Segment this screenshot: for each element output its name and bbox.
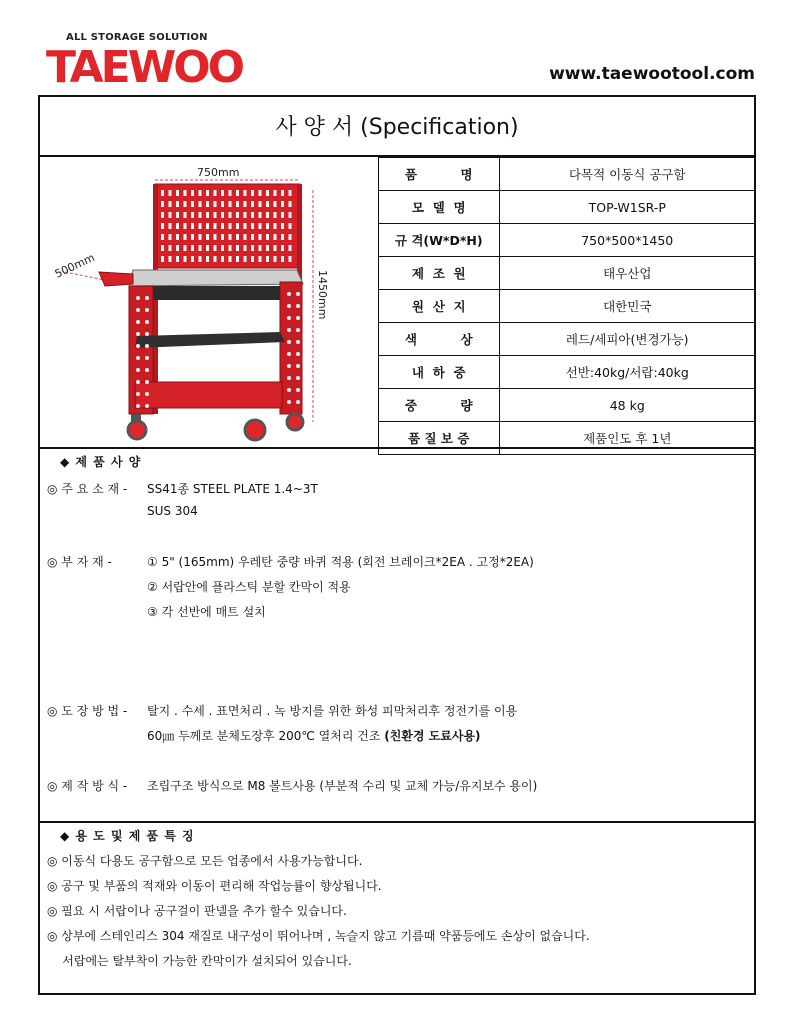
parts-label: ◎ 부 자 재 -	[47, 555, 112, 569]
pegboard-slot	[169, 212, 172, 218]
pegboard-slot	[214, 223, 217, 229]
spec-value: 태우산업	[499, 257, 756, 290]
pegboard-slot	[191, 223, 194, 229]
spec-label: 제 조 원	[379, 257, 500, 290]
pegboard-slot	[191, 245, 194, 251]
pegboard-slot	[214, 256, 217, 262]
pegboard-slot	[176, 201, 179, 207]
spec-label: 원 산 지	[379, 290, 500, 323]
panel-hole	[136, 344, 140, 348]
spec-row	[379, 158, 756, 191]
spec-value: 750*500*1450	[499, 224, 756, 257]
pegboard-slot	[161, 190, 164, 196]
pegboard-slot	[214, 245, 217, 251]
pegboard-slot	[289, 212, 292, 218]
svg-text:TAEWOO: TAEWOO	[46, 42, 243, 88]
panel-hole	[145, 368, 149, 372]
feature-item: ◎ 공구 및 부품의 적재와 이동이 편리해 작업능률이 향상됩니다.	[47, 879, 382, 893]
pegboard-slot	[161, 245, 164, 251]
pegboard-slot	[199, 223, 202, 229]
pegboard-slot	[251, 245, 254, 251]
pegboard-slot	[244, 234, 247, 240]
pegboard-slot	[274, 223, 277, 229]
spec-label: 중 량	[379, 389, 500, 422]
spec-value: 레드/세피아(변경가능)	[499, 323, 756, 356]
page-title: 사 양 서 (Specification)	[38, 95, 756, 157]
pegboard-slot	[191, 190, 194, 196]
make-row	[47, 777, 537, 794]
pegboard-slot	[244, 256, 247, 262]
pegboard-slot	[161, 212, 164, 218]
paint-label: ◎ 도 장 방 법 -	[47, 704, 128, 718]
width-dimension-label: 750mm	[197, 166, 240, 179]
pegboard-slot	[229, 223, 232, 229]
make-label: ◎ 제 작 방 식 -	[47, 779, 128, 793]
panel-hole	[145, 308, 149, 312]
feature-item: 서랍에는 탈부착이 가능한 칸막이가 설치되어 있습니다.	[47, 954, 352, 968]
panel-hole	[136, 320, 140, 324]
spec-value: TOP-W1SR-P	[499, 191, 756, 224]
pegboard-slot	[244, 190, 247, 196]
pegboard-slot	[199, 212, 202, 218]
pegboard-slot	[206, 201, 209, 207]
paint-1: 탈지 . 수세 . 표면처리 . 녹 방지를 위한 화성 피막처리후 정전기를 이용	[147, 704, 518, 718]
panel-hole	[136, 380, 140, 384]
spec-label: 규 격(W*D*H)	[379, 224, 500, 257]
pegboard-slot	[289, 256, 292, 262]
pegboard-slot	[229, 245, 232, 251]
parts-3: ③ 각 선반에 매트 설치	[147, 605, 266, 619]
spec-label: 내 하 중	[379, 356, 500, 389]
panel-hole	[287, 304, 291, 308]
pegboard-slot	[274, 190, 277, 196]
pegboard-slot	[266, 245, 269, 251]
panel-hole	[296, 340, 300, 344]
pegboard-slot	[184, 245, 187, 251]
panel-hole	[287, 376, 291, 380]
pegboard-slot	[161, 201, 164, 207]
material-2: SUS 304	[147, 504, 198, 518]
spec-label: 품 질 보 증	[379, 422, 500, 455]
panel-hole	[136, 296, 140, 300]
spec-row	[379, 290, 756, 323]
pegboard-slot	[289, 201, 292, 207]
pegboard-slot	[251, 201, 254, 207]
pegboard-slot	[266, 223, 269, 229]
pegboard-slot	[289, 245, 292, 251]
pegboard-slot	[274, 256, 277, 262]
spec-label: 색 상	[379, 323, 500, 356]
pegboard-slot	[206, 212, 209, 218]
material-1: SS41종 STEEL PLATE 1.4~3T	[147, 482, 318, 496]
pegboard-slot	[251, 212, 254, 218]
pegboard-slot	[236, 223, 239, 229]
website-url[interactable]: www.taewootool.com	[549, 64, 755, 84]
pegboard-slot	[184, 201, 187, 207]
panel-hole	[287, 340, 291, 344]
spec-row	[379, 224, 756, 257]
pegboard-slot	[214, 201, 217, 207]
pegboard-slot	[221, 245, 224, 251]
paint-2	[147, 727, 481, 744]
material-row	[47, 480, 318, 497]
pegboard-slot	[266, 234, 269, 240]
pegboard-slot	[251, 234, 254, 240]
pegboard-slot	[206, 234, 209, 240]
pegboard-slot	[206, 256, 209, 262]
pegboard-slot	[191, 201, 194, 207]
panel-hole	[136, 356, 140, 360]
pegboard-slot	[176, 223, 179, 229]
pegboard-slot	[221, 190, 224, 196]
pegboard-slot	[199, 245, 202, 251]
spec-row	[379, 389, 756, 422]
pegboard-slot	[176, 212, 179, 218]
panel-hole	[145, 380, 149, 384]
spec-label: 품 명	[379, 158, 500, 191]
pegboard-slot	[229, 256, 232, 262]
product-image	[45, 160, 375, 446]
pegboard-slot	[259, 223, 262, 229]
panel-hole	[296, 400, 300, 404]
spec-row	[379, 422, 756, 455]
taewoo-logo	[44, 42, 244, 88]
pegboard-slot	[199, 201, 202, 207]
pegboard-slot	[229, 234, 232, 240]
panel-hole	[136, 368, 140, 372]
pegboard-slot	[214, 190, 217, 196]
pegboard-slot	[281, 223, 284, 229]
parts-1: ① 5" (165mm) 우레탄 중량 바퀴 적용 (회전 브레이크*2EA . 고정*2EA)	[147, 555, 534, 569]
panel-hole	[145, 296, 149, 300]
paint-row	[47, 702, 517, 719]
divider	[38, 447, 756, 449]
pegboard-slot	[266, 190, 269, 196]
pegboard-slot	[184, 223, 187, 229]
panel-hole	[287, 400, 291, 404]
spec-value: 선반:40kg/서랍:40kg	[499, 356, 756, 389]
pegboard-slot	[266, 256, 269, 262]
panel-hole	[145, 356, 149, 360]
spec-value: 다목적 이동식 공구함	[499, 158, 756, 191]
pegboard-slot	[229, 190, 232, 196]
panel-hole	[296, 328, 300, 332]
panel-hole	[145, 404, 149, 408]
pegboard-slot	[259, 245, 262, 251]
pegboard-slot	[236, 201, 239, 207]
pegboard-slot	[206, 223, 209, 229]
pegboard-slot	[289, 190, 292, 196]
pegboard-slot	[236, 234, 239, 240]
pegboard-slot	[251, 190, 254, 196]
pegboard-slot	[259, 212, 262, 218]
spec-table	[378, 157, 756, 455]
pegboard-slot	[191, 256, 194, 262]
pegboard-slot	[236, 245, 239, 251]
panel-hole	[296, 364, 300, 368]
pegboard-slot	[206, 190, 209, 196]
panel-hole	[287, 364, 291, 368]
pegboard-slot	[266, 201, 269, 207]
pegboard-slot	[244, 201, 247, 207]
pegboard-slot	[274, 234, 277, 240]
pegboard-slot	[169, 201, 172, 207]
spec-row	[379, 191, 756, 224]
pegboard-slot	[199, 190, 202, 196]
panel-hole	[296, 388, 300, 392]
pegboard-slot	[244, 212, 247, 218]
pegboard-slot	[161, 223, 164, 229]
pegboard-slot	[281, 212, 284, 218]
pegboard-slot	[244, 245, 247, 251]
pegboard-slot	[236, 212, 239, 218]
pegboard-slot	[169, 256, 172, 262]
panel-hole	[136, 404, 140, 408]
spec-row	[379, 257, 756, 290]
panel-hole	[145, 344, 149, 348]
material-label: ◎ 주 요 소 재 -	[47, 482, 128, 496]
panel-hole	[296, 352, 300, 356]
pegboard-slot	[289, 234, 292, 240]
pegboard-slot	[229, 201, 232, 207]
pegboard-slot	[281, 256, 284, 262]
pegboard-slot	[259, 234, 262, 240]
pegboard-slot	[266, 212, 269, 218]
paint-2a: 60㎛ 두께로 분체도장후 200℃ 열처리 건조	[147, 729, 385, 743]
pegboard-slot	[161, 256, 164, 262]
parts-2: ② 서랍안에 플라스틱 분할 칸막이 적용	[147, 580, 351, 594]
spec-row	[379, 356, 756, 389]
pegboard-slot	[176, 234, 179, 240]
pegboard-slot	[236, 256, 239, 262]
make-1: 조립구조 방식으로 M8 볼트사용 (부분적 수리 및 교체 가능/유지보수 용이)	[147, 779, 538, 793]
feature-item: ◎ 상부에 스테인리스 304 재질로 내구성이 뛰어나며 , 녹슬지 않고 기름때 약품등에도 손상이 없습니다.	[47, 929, 590, 943]
panel-hole	[296, 316, 300, 320]
feature-item: ◎ 이동식 다용도 공구함으로 모든 업종에서 사용가능합니다.	[47, 854, 363, 868]
panel-hole	[145, 320, 149, 324]
panel-hole	[145, 332, 149, 336]
pegboard-slot	[281, 190, 284, 196]
pegboard-slot	[169, 234, 172, 240]
spec-row	[379, 323, 756, 356]
pegboard-slot	[259, 201, 262, 207]
brand-tagline: ALL STORAGE SOLUTION	[66, 32, 208, 43]
paint-2b: (친환경 도료사용)	[384, 729, 481, 743]
pegboard-slot	[236, 190, 239, 196]
panel-hole	[136, 332, 140, 336]
pegboard-slot	[161, 234, 164, 240]
height-dimension-label: 1450mm	[316, 270, 329, 320]
pegboard-slot	[289, 223, 292, 229]
pegboard-slot	[176, 190, 179, 196]
pegboard-slot	[176, 256, 179, 262]
pegboard-slot	[281, 234, 284, 240]
panel-hole	[287, 388, 291, 392]
panel-hole	[287, 352, 291, 356]
pegboard-slot	[251, 256, 254, 262]
panel-hole	[296, 304, 300, 308]
pegboard-slot	[229, 212, 232, 218]
pegboard-slot	[274, 201, 277, 207]
pegboard-slot	[169, 223, 172, 229]
spec-value: 제품인도 후 1년	[499, 422, 756, 455]
pegboard-slot	[221, 256, 224, 262]
panel-hole	[287, 292, 291, 296]
features-heading: ◆ 용 도 및 제 품 특 징	[60, 829, 195, 843]
pegboard-slot	[206, 245, 209, 251]
pegboard-slot	[214, 212, 217, 218]
pegboard-slot	[259, 256, 262, 262]
pegboard-slot	[184, 256, 187, 262]
depth-dimension-label: 500mm	[52, 251, 97, 281]
pegboard-slot	[191, 234, 194, 240]
pegboard-slot	[199, 256, 202, 262]
pegboard-slot	[221, 234, 224, 240]
pegboard-slot	[221, 201, 224, 207]
pegboard-slot	[281, 201, 284, 207]
pegboard-slot	[221, 223, 224, 229]
pegboard-slot	[259, 190, 262, 196]
pegboard-slot	[274, 245, 277, 251]
pegboard-slot	[184, 234, 187, 240]
pegboard-slot	[274, 212, 277, 218]
product-spec-heading: ◆ 제 품 사 양	[60, 455, 142, 469]
panel-hole	[296, 292, 300, 296]
spec-value: 48 kg	[499, 389, 756, 422]
panel-hole	[287, 316, 291, 320]
divider	[38, 821, 756, 823]
pegboard-slot	[191, 212, 194, 218]
panel-hole	[287, 328, 291, 332]
panel-hole	[136, 308, 140, 312]
pegboard-slot	[251, 223, 254, 229]
panel-hole	[145, 392, 149, 396]
pegboard-slot	[281, 245, 284, 251]
pegboard-slot	[184, 212, 187, 218]
pegboard-slot	[169, 190, 172, 196]
panel-hole	[296, 376, 300, 380]
spec-label: 모 델 명	[379, 191, 500, 224]
panel-hole	[136, 392, 140, 396]
pegboard-slot	[184, 190, 187, 196]
spec-value: 대한민국	[499, 290, 756, 323]
pegboard-slot	[244, 223, 247, 229]
pegboard-slot	[221, 212, 224, 218]
pegboard-slot	[169, 245, 172, 251]
pegboard-slot	[199, 234, 202, 240]
feature-item: ◎ 필요 시 서랍이나 공구걸이 판넬을 추가 할수 있습니다.	[47, 904, 347, 918]
pegboard-slot	[214, 234, 217, 240]
pegboard-slot	[176, 245, 179, 251]
parts-row	[47, 553, 534, 570]
